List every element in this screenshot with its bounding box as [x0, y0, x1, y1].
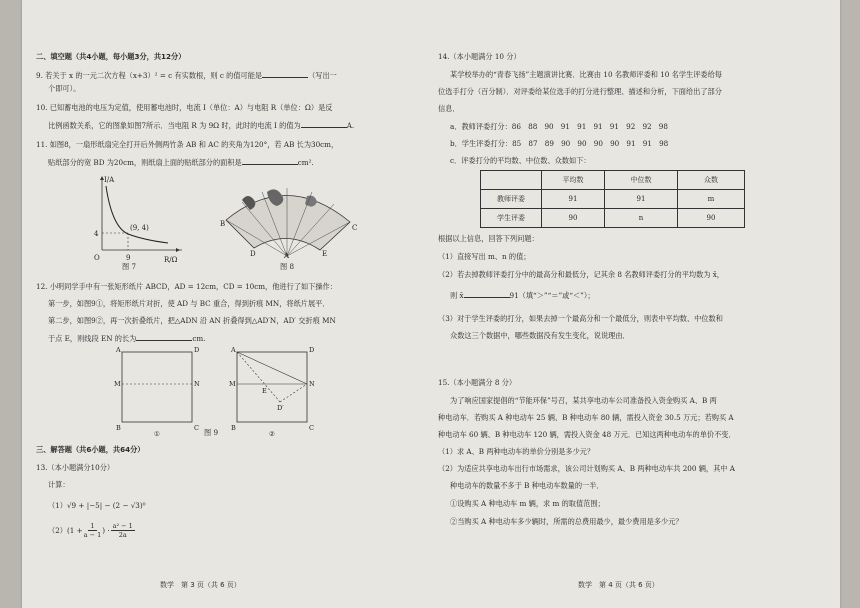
table-cell: 教师评委 [481, 190, 542, 209]
sub-caption-1: ① [154, 430, 160, 438]
question-11-line2: 贴纸部分的宽 BD 为20cm，则纸扇上面的贴纸部分的面积是 cm². [48, 158, 314, 167]
table-header [481, 171, 542, 190]
student-scores: b．学生评委打分：85 87 89 90 90 90 90 91 91 98 [450, 139, 669, 148]
label-M: M [229, 380, 236, 388]
rectangle-1 [122, 352, 192, 422]
question-14-prompt: 根据以上信息，回答下列问题： [438, 234, 539, 243]
table-cell: 90 [542, 209, 605, 228]
table-cell: m [678, 190, 745, 209]
figure-9-caption: 图 9 [204, 428, 219, 437]
figure-7-graph [82, 172, 192, 272]
y-axis-label: I/A [104, 176, 115, 184]
label-B: B [116, 424, 121, 432]
segment-AN [237, 352, 307, 384]
table-row [481, 190, 745, 209]
question-14-part1: （1）直接写出 m、n 的值； [438, 252, 531, 261]
origin-label: O [94, 254, 100, 262]
question-12-line4: 于点 E，则线段 EN 的长为 cm. [48, 334, 206, 343]
tick-x: 9 [126, 254, 131, 262]
table-row [481, 209, 745, 228]
label-C: C [194, 424, 199, 432]
inverse-curve [106, 186, 168, 243]
answer-blank[interactable] [301, 120, 347, 128]
question-9: 9. 若关于 x 的一元二次方程（x+3）² = c 有实数根，则 c 的值可能是 （写出一 [36, 71, 337, 80]
question-12-line1: 12. 小明同学手中有一张矩形纸片 ABCD，AD = 12cm，CD = 10cm，他进行了如下操作： [36, 282, 337, 291]
fraction-2: a² − 1 2a [112, 522, 133, 539]
sub-caption-2: ② [269, 430, 275, 438]
section-3-title: 三、解答题（共6小题，共64分） [36, 445, 145, 454]
figure-9-rectangles [112, 344, 322, 439]
segment-AD-prime [237, 352, 280, 402]
table-header: 中位数 [605, 171, 678, 190]
label-D: D [250, 250, 256, 258]
question-15-part1: （1）求 A、B 两种电动车的单价分别是多少元？ [438, 447, 595, 456]
question-15-line: 种电动车 60 辆、B 种电动车 120 辆，需投入资金 48 万元．已知这两种电动车的单价不变． [438, 430, 736, 439]
question-14-part3b: 众数这三个数据中，哪些数据没有发生变化，说说理由． [450, 331, 630, 340]
figure-7-caption: 图 7 [122, 262, 137, 271]
question-15-head: 15.（本小题满分 8 分） [438, 378, 517, 387]
label-B: B [220, 220, 226, 228]
table-cell: 学生评委 [481, 209, 542, 228]
x-axis-arrow-icon [176, 248, 180, 252]
label-D-prime: D′ [277, 404, 284, 412]
fraction-1: $\frac{1}{a - 1}$ [83, 522, 102, 539]
question-15-line: 为了响应国家提倡的“节能环保”号召，某共享电动车公司准备投入资金购买 A、B 两 [450, 396, 717, 405]
segment-D-prime-N [280, 384, 307, 402]
question-15-line: 种电动车的数量不多于 B 种电动车数量的一半． [450, 481, 604, 490]
label-M: M [114, 380, 121, 388]
label-A: A [284, 252, 290, 260]
label-N: N [194, 380, 200, 388]
question-14-part3a: （3）对于学生评委的打分，如果去掉一个最高分和一个最低分，则表中平均数、中位数和 [438, 314, 723, 323]
question-15-sub1: ①设购买 A 种电动车 m 辆，求 m 的取值范围； [450, 499, 605, 508]
page-footer-3: 数学 第 3 页（共 6 页） [160, 581, 241, 589]
label-D: D [309, 346, 315, 354]
question-13-intro: 计算： [48, 480, 70, 489]
table-cell: 91 [605, 190, 678, 209]
table-header-row [481, 171, 745, 190]
question-9-cont: 个即可）。 [48, 84, 81, 93]
tick-y: 4 [94, 230, 99, 238]
question-12-line3: 第二步，如图9②，再一次折叠纸片，把△ADN 沿 AN 折叠得到△AD′N，AD′ 交折痕 MN [48, 316, 336, 325]
section-2-title: 二、填空题（共4小题，每小题3分，共12分） [36, 52, 186, 61]
label-C: C [309, 424, 314, 432]
table-cell: 91 [542, 190, 605, 209]
question-14-part2b: 则 x̄ 91（填“＞”“＝”或“＜”）； [450, 291, 595, 300]
question-14-intro-1: 某学校举办的“青春飞扬”主题演讲比赛．比赛由 10 名教师评委和 10 名学生评委给每 [450, 70, 722, 79]
exam-page-3 [22, 0, 420, 608]
question-15-line: 种电动车．若购买 A 种电动车 25 辆、B 种电动车 80 辆，需投入资金 30.5 万元；若购买 A [438, 413, 734, 422]
label-N: N [309, 380, 315, 388]
answer-blank[interactable] [242, 157, 298, 165]
figure-8-caption: 图 8 [280, 262, 295, 271]
exam-page-4 [428, 0, 838, 608]
question-15-part2: （2）为适应共享电动车出行市场需求，该公司计划购买 A、B 两种电动车共 200 辆，其中 A [438, 464, 735, 473]
table-cell: 90 [678, 209, 745, 228]
label-C: C [352, 224, 358, 232]
question-11-line1: 11. 如图8，一扇形纸扇完全打开后外侧两竹条 AB 和 AC 的夹角为120°，若 AB 长为30cm， [36, 140, 339, 149]
question-10-line2: 比例函数关系，它的图象如图7所示．当电阻 R 为 9Ω 时，此时的电流 I 的值为 A. [48, 121, 355, 130]
stats-table [480, 170, 745, 228]
figure-8-fan [212, 180, 362, 260]
question-14-intro-2: 位选手打分（百分制）．对评委给某位选手的打分进行整理、描述和分析，下面给出了部分 [438, 87, 722, 96]
label-B: B [231, 424, 236, 432]
question-13-part2: （2）(1 + $\frac{1}{a - 1}$ ) · a² − 1 2a [48, 522, 133, 539]
answer-blank[interactable] [262, 70, 308, 78]
rectangle-2 [237, 352, 307, 422]
answer-blank[interactable] [136, 333, 192, 341]
question-14-part2a: （2）若去掉教师评委打分中的最高分和最低分，记其余 8 名教师评委打分的平均数为 x̄， [438, 270, 724, 279]
question-13-head: 13.（本小题满分10分） [36, 463, 115, 472]
question-12-line2: 第一步，如图9①，将矩形纸片对折，使 AD 与 BC 重合，得到折痕 MN，将纸片展平． [48, 299, 330, 308]
label-E: E [262, 387, 267, 395]
label-D: D [194, 346, 200, 354]
question-10-line1: 10. 已知蓄电池的电压为定值，使用蓄电池时，电流 I（单位：A）与电阻 R（单位：Ω）是反 [36, 103, 333, 112]
point-label: (9, 4) [130, 224, 149, 232]
label-A: A [231, 346, 236, 354]
question-13-part1: （1）√9 + |−5| − (2 − √3)⁰ [48, 501, 146, 510]
question-15-sub2: ②当购买 A 种电动车多少辆时，所需的总费用最少，最少费用是多少元？ [450, 517, 683, 526]
teacher-scores: a．教师评委打分：86 88 90 91 91 91 91 92 92 98 [450, 122, 668, 131]
page-footer-4: 数学 第 4 页（共 6 页） [578, 581, 659, 589]
stats-intro: c．评委打分的平均数、中位数、众数如下： [450, 156, 591, 165]
x-axis-label: R/Ω [164, 256, 178, 264]
label-E: E [322, 250, 328, 258]
table-header: 平均数 [542, 171, 605, 190]
question-14-head: 14.（本小题满分 10 分） [438, 52, 521, 61]
table-header: 众数 [678, 171, 745, 190]
table-cell: n [605, 209, 678, 228]
label-A: A [116, 346, 121, 354]
answer-blank[interactable] [464, 290, 510, 298]
fan-paper [226, 195, 350, 250]
question-14-intro-3: 信息． [438, 104, 460, 113]
